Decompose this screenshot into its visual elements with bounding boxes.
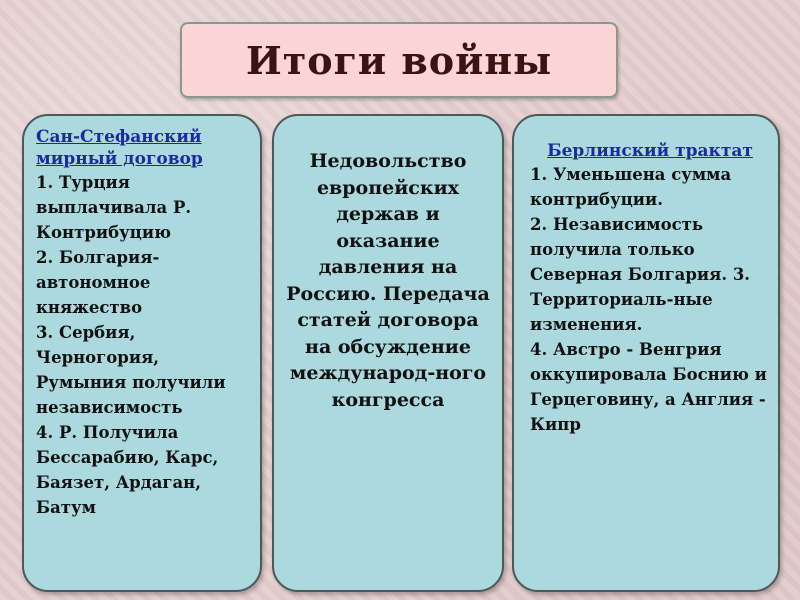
list-item: 1. Уменьшена сумма контрибуции. xyxy=(530,165,732,209)
list-item: 4. Р. Получила Бессарабию, Карс, Баязет, Ардаган, Батум xyxy=(36,423,219,517)
congress-panel xyxy=(272,114,504,592)
title-box xyxy=(180,22,618,98)
list-item: 2. Независимость получила только Северная Болгария. 3. Территориаль-ные изменения. xyxy=(530,215,751,334)
san-stefano-treaty-panel xyxy=(22,114,262,592)
san-stefano-heading: Сан-Стефанский мирный договор xyxy=(36,127,203,169)
san-stefano-list xyxy=(36,170,252,520)
list-item: 4. Австро - Венгрия оккупировала Боснию и Герцеговину, а Англия - Кипр xyxy=(530,340,767,434)
list-item: 1. Турция выплачивала Р. Контрибуцию xyxy=(36,173,192,242)
list-item: 3. Сербия, Черногория, Румыния получили независимость xyxy=(36,323,226,417)
berlin-treaty-panel xyxy=(512,114,780,592)
congress-text: Недовольство европейских держав и оказание давления на Россию. Передача статей договора на обсуждение международ-ного конгресса xyxy=(286,150,490,411)
page-title: Итоги войны xyxy=(245,37,553,83)
berlin-heading: Берлинский трактат xyxy=(547,141,753,161)
berlin-list xyxy=(530,162,770,437)
list-item: 2. Болгария-автономное княжество xyxy=(36,248,160,317)
